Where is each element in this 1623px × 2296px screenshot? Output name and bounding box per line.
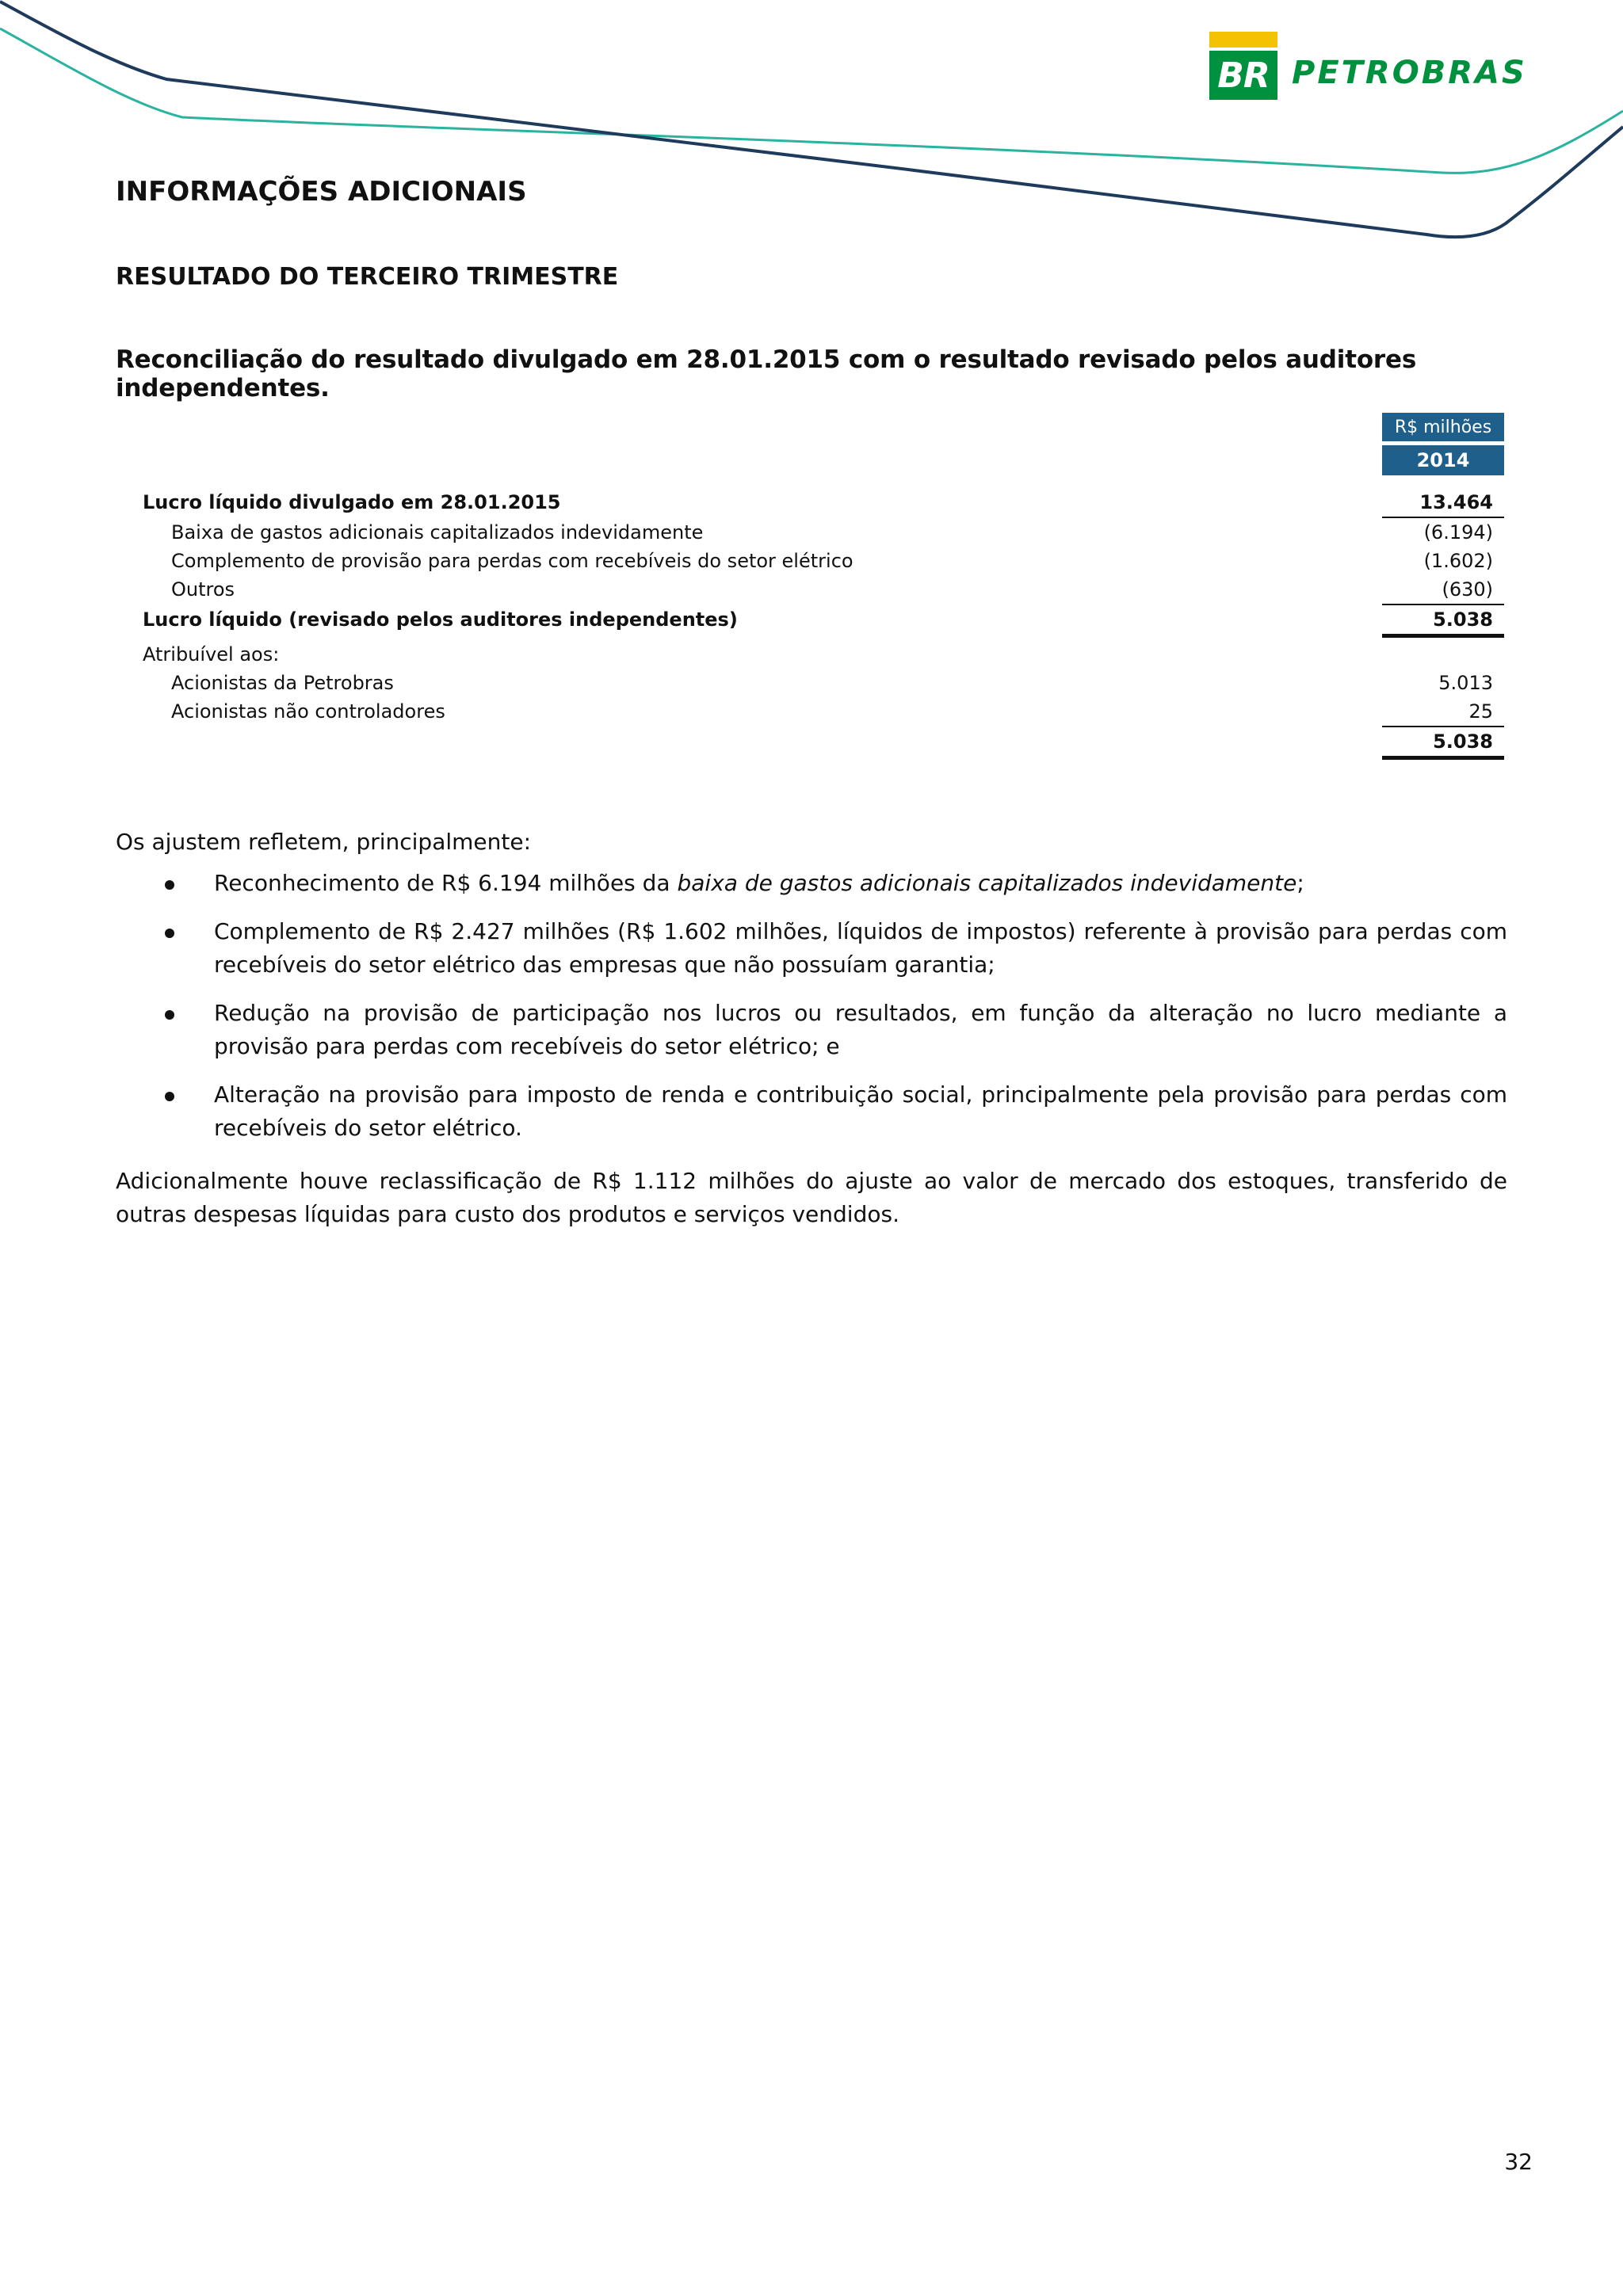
bullet-text: Redução na provisão de participação nos lucros ou resultados, em função da alteração no lucro mediante a provisão para perdas com recebíveis do setor elétrico; e (214, 1000, 1507, 1059)
row-value: 25 (1468, 700, 1493, 723)
page-number: 32 (1504, 2149, 1533, 2175)
row-label: Lucro líquido divulgado em 28.01.2015 (143, 491, 561, 513)
adjustments-list (116, 867, 1507, 1160)
table-row (143, 547, 1504, 575)
bullet-italic-text: baixa de gastos adicionais capitalizados indevidamente (677, 870, 1297, 896)
bullet-icon (165, 929, 174, 938)
bullet-icon (165, 1092, 174, 1101)
table-row (143, 575, 1504, 604)
bullet-text-end: ; (1296, 870, 1304, 896)
row-value: 5.038 (1433, 608, 1493, 631)
table-unit-header: R$ milhões (1382, 413, 1504, 441)
logo-br-text: BR (1217, 55, 1270, 96)
list-item (116, 915, 1507, 982)
table-row (143, 669, 1504, 697)
row-label: Atribuível aos: (143, 643, 280, 666)
row-label: Acionistas da Petrobras (171, 672, 394, 694)
row-label: Outros (171, 578, 235, 601)
row-value: 5.013 (1438, 672, 1493, 694)
row-double-rule (1382, 756, 1504, 760)
table-year-header: 2014 (1382, 445, 1504, 475)
bullet-text: Alteração na provisão para imposto de renda e contribuição social, principalmente pela provisão para perdas com recebíveis do setor elétrico. (214, 1081, 1507, 1141)
table-row (143, 488, 1504, 517)
row-value: (6.194) (1423, 521, 1493, 543)
closing-paragraph: Adicionalmente houve reclassificação de R$ 1.112 milhões do ajuste ao valor de mercado dos estoques, transferido de outras despesas líquidas para custo dos produtos e serviços vendidos. (116, 1168, 1507, 1227)
bullet-text: Reconhecimento de R$ 6.194 milhões da (214, 870, 678, 896)
table-row (143, 727, 1504, 756)
petrobras-logo (1209, 32, 1527, 100)
logo-wordmark: PETROBRAS (1292, 55, 1527, 91)
row-label: Acionistas não controladores (171, 700, 445, 723)
row-label: Baixa de gastos adicionais capitalizados indevidamente (171, 521, 704, 543)
bullet-text: Complemento de R$ 2.427 milhões (R$ 1.602 milhões, líquidos de impostos) referente à provisão para perdas com recebíveis do setor elétrico das empresas que não possuíam garantia; (214, 918, 1507, 978)
subsection-title: RESULTADO DO TERCEIRO TRIMESTRE (116, 263, 619, 291)
table-row (143, 518, 1504, 547)
table-row (143, 605, 1504, 634)
row-value: (630) (1442, 578, 1493, 601)
intro-paragraph: Os ajustem refletem, principalmente: (116, 829, 532, 855)
row-value: 5.038 (1433, 730, 1493, 753)
section-title: INFORMAÇÕES ADICIONAIS (116, 176, 527, 208)
list-item (116, 1078, 1507, 1145)
table-row (143, 640, 1504, 669)
row-value: 13.464 (1419, 491, 1493, 513)
table-row (143, 697, 1504, 726)
bullet-icon (165, 880, 174, 890)
list-item (116, 997, 1507, 1063)
logo-yellow-bar (1209, 32, 1277, 48)
row-label: Complemento de provisão para perdas com recebíveis do setor elétrico (171, 550, 854, 572)
table-title: Reconciliação do resultado divulgado em 28.01.2015 com o resultado revisado pelos auditores independentes. (116, 345, 1417, 402)
row-value: (1.602) (1423, 550, 1493, 572)
row-label: Lucro líquido (revisado pelos auditores independentes) (143, 608, 738, 631)
bullet-icon (165, 1010, 174, 1020)
list-item (116, 867, 1507, 900)
br-logo-mark (1209, 32, 1277, 100)
row-double-rule (1382, 634, 1504, 638)
